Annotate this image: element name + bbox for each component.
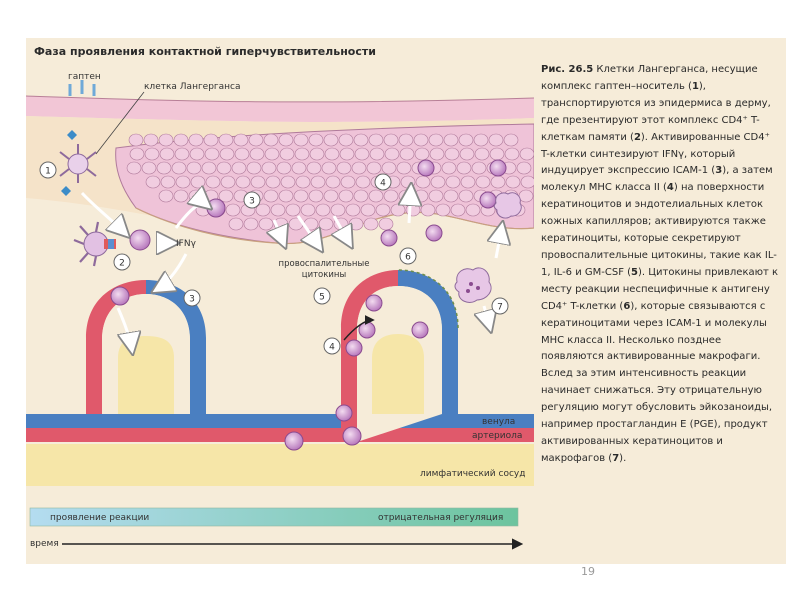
t-cell: [480, 192, 496, 208]
keratinocyte: [521, 176, 534, 188]
keratinocyte: [361, 204, 375, 216]
keratinocyte: [451, 204, 465, 216]
keratinocyte: [474, 134, 488, 146]
keratinocyte: [295, 148, 309, 160]
keratinocyte: [319, 218, 333, 230]
keratinocyte: [355, 148, 369, 160]
keratinocyte: [280, 148, 294, 160]
arrow-macrophage-down: [484, 306, 490, 328]
keratinocyte: [310, 148, 324, 160]
keratinocyte: [294, 190, 308, 202]
keratinocyte: [244, 218, 258, 230]
keratinocyte: [325, 148, 339, 160]
keratinocyte: [384, 190, 398, 202]
keratinocyte: [259, 218, 273, 230]
label-hapten: гаптен: [68, 72, 101, 82]
keratinocyte: [262, 162, 276, 174]
caption-step-number: 3: [715, 165, 723, 177]
keratinocyte: [349, 218, 363, 230]
marker-6: 6: [405, 252, 411, 263]
keratinocyte: [307, 162, 321, 174]
keratinocyte: [457, 162, 471, 174]
keratinocyte: [379, 218, 393, 230]
caption-text: ) на поверхности кератиноцитов и эндотелиальных клеток кожных капилляров; активируются также кератиноциты, которые секретируют провоспалительные цитокины, такие как IL-1, IL-6 и GM-CSF (: [541, 182, 777, 278]
keratinocyte: [400, 148, 414, 160]
t-cell: [412, 322, 428, 338]
keratinocyte: [292, 162, 306, 174]
caption-step-number: 1: [691, 80, 699, 92]
keratinocyte: [415, 148, 429, 160]
keratinocyte: [446, 176, 460, 188]
keratinocyte: [324, 190, 338, 202]
label-lymph-vessel: лимфатический сосуд: [420, 469, 526, 479]
keratinocyte: [430, 148, 444, 160]
t-cell: [336, 405, 352, 421]
label-ifn-gamma: IFNγ: [176, 239, 196, 249]
caption-step-number: 6: [623, 300, 631, 312]
keratinocyte: [339, 134, 353, 146]
keratinocyte: [146, 176, 160, 188]
marker-5: 5: [319, 292, 325, 303]
caption-text: ), которые связываются с кератиноцитами через ICAM-1 и молекулы MHC класса II. Несколько позднее появляются активированные макрофаги. Вслед за этим интенсивность реакции начинает снижаться. Эту отрицательную регуляцию могут обусловить эйкозаноиды, например простагландин E (PGE), продукт активированных кератиноцитов и макрофагов (: [541, 300, 773, 464]
keratinocyte: [461, 176, 475, 188]
label-venule: венула: [482, 417, 516, 427]
t-cell: [343, 427, 361, 445]
keratinocyte: [346, 204, 360, 216]
keratinocyte: [130, 148, 144, 160]
keratinocyte: [251, 176, 265, 188]
keratinocyte: [367, 162, 381, 174]
keratinocyte: [414, 134, 428, 146]
keratinocyte: [354, 134, 368, 146]
keratinocyte: [444, 190, 458, 202]
keratinocyte: [175, 148, 189, 160]
caption-text: ). Цитокины привлекают к месту реакции неспецифичные к антигену CD4⁺ T-клетки (: [541, 266, 779, 312]
t-cell: [418, 160, 434, 176]
keratinocyte: [235, 148, 249, 160]
marker-7: 7: [497, 302, 503, 313]
caption-step-number: 4: [666, 182, 674, 194]
label-arteriole: артериола: [472, 431, 523, 441]
t-cell: [207, 199, 225, 217]
left-loop-lymph: [118, 336, 174, 414]
t-cell: [346, 340, 362, 356]
keratinocyte: [341, 176, 355, 188]
keratinocyte: [249, 134, 263, 146]
keratinocyte: [264, 190, 278, 202]
keratinocyte: [159, 134, 173, 146]
caption-step-number: 2: [633, 131, 641, 143]
keratinocyte: [397, 162, 411, 174]
blood-vessels: [26, 270, 534, 442]
marker-4b: 4: [329, 342, 335, 353]
arrow-tcell-up-1: [409, 188, 411, 223]
keratinocyte: [309, 190, 323, 202]
langerhans-cell-dermis: [74, 222, 116, 266]
timeline: [30, 508, 520, 549]
keratinocyte: [144, 134, 158, 146]
keratinocyte: [442, 162, 456, 174]
keratinocyte: [174, 134, 188, 146]
keratinocyte: [316, 204, 330, 216]
keratinocyte: [311, 176, 325, 188]
keratinocyte: [296, 176, 310, 188]
arrow-tcell-up-2: [496, 226, 502, 258]
keratinocyte: [459, 134, 473, 146]
keratinocyte: [279, 134, 293, 146]
keratinocyte: [247, 162, 261, 174]
keratinocyte: [159, 190, 173, 202]
keratinocyte: [322, 162, 336, 174]
keratinocyte: [370, 148, 384, 160]
keratinocyte: [190, 148, 204, 160]
keratinocyte: [356, 176, 370, 188]
label-time: время: [30, 539, 59, 549]
t-cell: [285, 432, 303, 450]
keratinocyte: [206, 176, 220, 188]
figure-title: Фаза проявления контактной гиперчувствительности: [34, 45, 376, 58]
keratinocyte: [281, 176, 295, 188]
keratinocyte: [414, 190, 428, 202]
keratinocyte: [401, 176, 415, 188]
marker-1: 1: [45, 166, 51, 177]
lymph-band: [26, 444, 534, 486]
keratinocyte: [339, 190, 353, 202]
slide-number: 19: [581, 565, 595, 578]
arteriole-band: [26, 428, 534, 442]
keratinocyte: [234, 134, 248, 146]
label-cytokines-1: провоспалительные: [278, 259, 370, 269]
label-langerhans-cell: клетка Лангерганса: [144, 82, 241, 92]
keratinocyte: [459, 190, 473, 202]
keratinocyte: [221, 176, 235, 188]
caption-text: ), транспортируются из эпидермиса в дерму, где презентируют этот комплекс CD4⁺ T-клеткам памяти (: [541, 80, 771, 143]
keratinocyte: [174, 190, 188, 202]
keratinocyte: [445, 148, 459, 160]
keratinocyte: [519, 190, 533, 202]
keratinocyte: [205, 148, 219, 160]
keratinocyte: [354, 190, 368, 202]
keratinocyte: [460, 148, 474, 160]
keratinocyte: [191, 176, 205, 188]
keratinocyte: [226, 204, 240, 216]
t-cell: [111, 287, 129, 305]
keratinocyte: [309, 134, 323, 146]
keratinocyte: [236, 176, 250, 188]
keratinocyte: [376, 204, 390, 216]
keratinocyte: [506, 176, 520, 188]
keratinocyte: [265, 148, 279, 160]
keratinocyte: [129, 134, 143, 146]
macrophage-epidermis: [494, 193, 521, 218]
marker-4a: 4: [380, 178, 386, 189]
keratinocyte: [444, 134, 458, 146]
t-cell: [381, 230, 397, 246]
keratinocyte: [189, 134, 203, 146]
label-reaction: проявление реакции: [50, 513, 150, 523]
keratinocyte: [145, 148, 159, 160]
t-cell: [130, 230, 150, 250]
keratinocyte: [277, 162, 291, 174]
keratinocyte: [382, 162, 396, 174]
keratinocyte: [504, 134, 518, 146]
keratinocyte: [266, 176, 280, 188]
keratinocyte: [250, 148, 264, 160]
keratinocyte: [352, 162, 366, 174]
keratinocyte: [466, 204, 480, 216]
keratinocyte: [189, 190, 203, 202]
keratinocyte: [271, 204, 285, 216]
keratinocyte: [475, 148, 489, 160]
keratinocyte: [331, 204, 345, 216]
t-cell: [490, 160, 506, 176]
caption-step-number: 5: [631, 266, 639, 278]
hypersensitivity-diagram: [26, 58, 534, 558]
keratinocyte: [490, 148, 504, 160]
keratinocyte: [219, 134, 233, 146]
keratinocyte: [364, 218, 378, 230]
caption-text: Клетки Лангерганса, несущие комплекс гаптен–носитель (: [541, 64, 758, 92]
t-cell: [426, 225, 442, 241]
keratinocyte: [294, 134, 308, 146]
keratinocyte: [204, 134, 218, 146]
caption-body: [541, 64, 778, 464]
keratinocyte: [286, 204, 300, 216]
keratinocyte: [157, 162, 171, 174]
keratinocyte: [476, 176, 490, 188]
right-loop-lymph: [372, 334, 424, 414]
keratinocyte: [517, 162, 531, 174]
keratinocyte: [217, 162, 231, 174]
keratinocyte: [472, 162, 486, 174]
keratinocyte: [429, 190, 443, 202]
keratinocyte: [340, 148, 354, 160]
keratinocyte: [161, 176, 175, 188]
keratinocyte: [142, 162, 156, 174]
caption-text: ), а затем молекул MHC класса II (: [541, 165, 773, 194]
label-cytokines-2: цитокины: [301, 270, 347, 280]
keratinocyte: [385, 148, 399, 160]
keratinocyte: [505, 148, 519, 160]
keratinocyte: [489, 134, 503, 146]
keratinocyte: [264, 134, 278, 146]
keratinocyte: [431, 176, 445, 188]
keratinocyte: [160, 148, 174, 160]
keratinocyte: [369, 134, 383, 146]
figure-caption: [541, 62, 779, 468]
caption-text: ).: [619, 452, 627, 464]
keratinocyte: [172, 162, 186, 174]
keratinocyte: [279, 190, 293, 202]
keratinocyte: [421, 204, 435, 216]
venule-band: [26, 414, 534, 428]
keratinocyte: [187, 162, 201, 174]
macrophage: [455, 268, 491, 303]
keratinocyte: [202, 162, 216, 174]
keratinocyte: [520, 148, 534, 160]
keratinocyte: [301, 204, 315, 216]
keratinocyte: [399, 134, 413, 146]
keratinocyte: [491, 176, 505, 188]
t-cell: [366, 295, 382, 311]
keratinocyte: [436, 204, 450, 216]
keratinocyte: [326, 176, 340, 188]
label-negative-regulation: отрицательная регуляция: [378, 513, 504, 523]
lymph-vessel: [26, 444, 534, 486]
keratinocyte: [391, 204, 405, 216]
keratinocyte: [220, 148, 234, 160]
keratinocyte: [324, 134, 338, 146]
keratinocyte: [232, 162, 246, 174]
keratinocyte: [127, 162, 141, 174]
keratinocyte: [176, 176, 190, 188]
marker-2: 2: [119, 258, 125, 269]
keratinocyte: [369, 190, 383, 202]
marker-3b: 3: [189, 294, 195, 305]
keratinocyte: [229, 218, 243, 230]
keratinocyte: [416, 176, 430, 188]
marker-3a: 3: [249, 196, 255, 207]
keratinocyte: [429, 134, 443, 146]
keratinocyte: [384, 134, 398, 146]
keratinocyte: [337, 162, 351, 174]
caption-step-number: 7: [612, 452, 620, 464]
caption-text: ). Активированные CD4⁺ T-клетки синтезируют IFNγ, который индуцирует экспрессию ICAM-1 (: [541, 131, 770, 177]
caption-figure-ref: Рис. 26.5: [541, 64, 594, 75]
